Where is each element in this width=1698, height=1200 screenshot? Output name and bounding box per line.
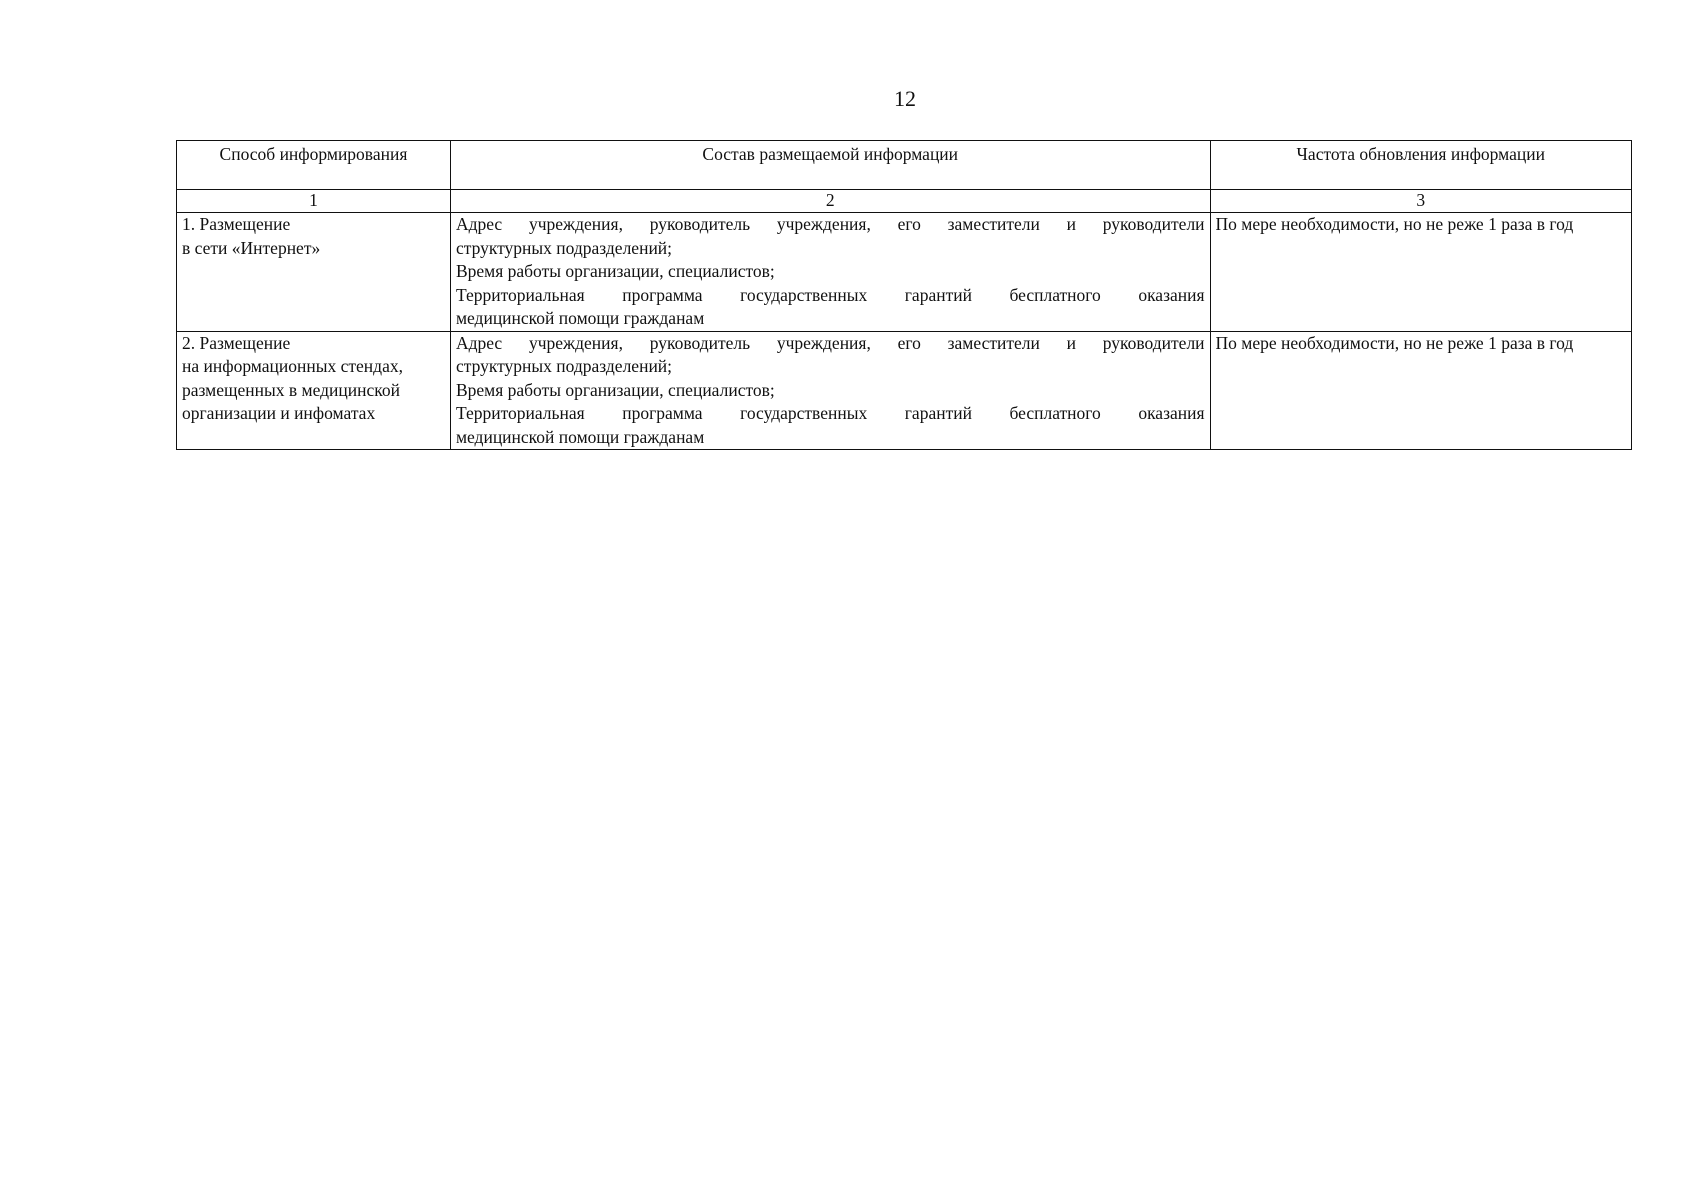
method-cell <box>177 213 451 332</box>
column-number: 2 <box>450 190 1210 213</box>
header-method: Способ информирования <box>177 141 451 190</box>
method-line: размещенных в медицинской <box>182 379 400 400</box>
column-number: 1 <box>177 190 451 213</box>
frequency-cell: По мере необходимости, но не реже 1 раза в год <box>1210 213 1631 332</box>
content-line: Время работы организации, специалистов; <box>455 261 775 281</box>
method-line: организации и инфоматах <box>182 403 376 423</box>
table-row <box>177 213 1632 332</box>
content-line: структурных подразделений; <box>455 237 673 258</box>
content-line: Территориальная программа государственных гарантий бесплатного оказания <box>455 403 1205 423</box>
content-line: Адрес учреждения, руководитель учреждения, его заместители и руководители <box>455 214 1205 234</box>
page-number: 12 <box>894 86 916 111</box>
content-cell <box>450 213 1210 332</box>
column-number-row <box>177 190 1632 213</box>
header-frequency: Частота обновления информации <box>1210 141 1631 190</box>
method-line: 1. Размещение <box>182 214 291 234</box>
content-line: медицинской помощи гражданам <box>455 308 705 328</box>
table-header-row <box>177 141 1632 190</box>
method-cell <box>177 331 451 450</box>
content-line: медицинской помощи гражданам <box>455 426 705 447</box>
frequency-cell: По мере необходимости, но не реже 1 раза в год <box>1210 331 1631 450</box>
information-table <box>176 140 1632 450</box>
column-number: 3 <box>1210 190 1631 213</box>
method-line: 2. Размещение <box>182 332 291 353</box>
content-line: Адрес учреждения, руководитель учреждения, его заместители и руководители <box>455 332 1205 353</box>
content-cell <box>450 331 1210 450</box>
content-line: структурных подразделений; <box>455 356 673 376</box>
header-content: Состав размещаемой информации <box>450 141 1210 190</box>
table-row <box>177 331 1632 450</box>
content-line: Время работы организации, специалистов; <box>455 379 775 400</box>
content-line: Территориальная программа государственных гарантий бесплатного оказания <box>455 284 1205 305</box>
method-line: в сети «Интернет» <box>182 237 321 258</box>
method-line: на информационных стендах, <box>182 356 403 376</box>
